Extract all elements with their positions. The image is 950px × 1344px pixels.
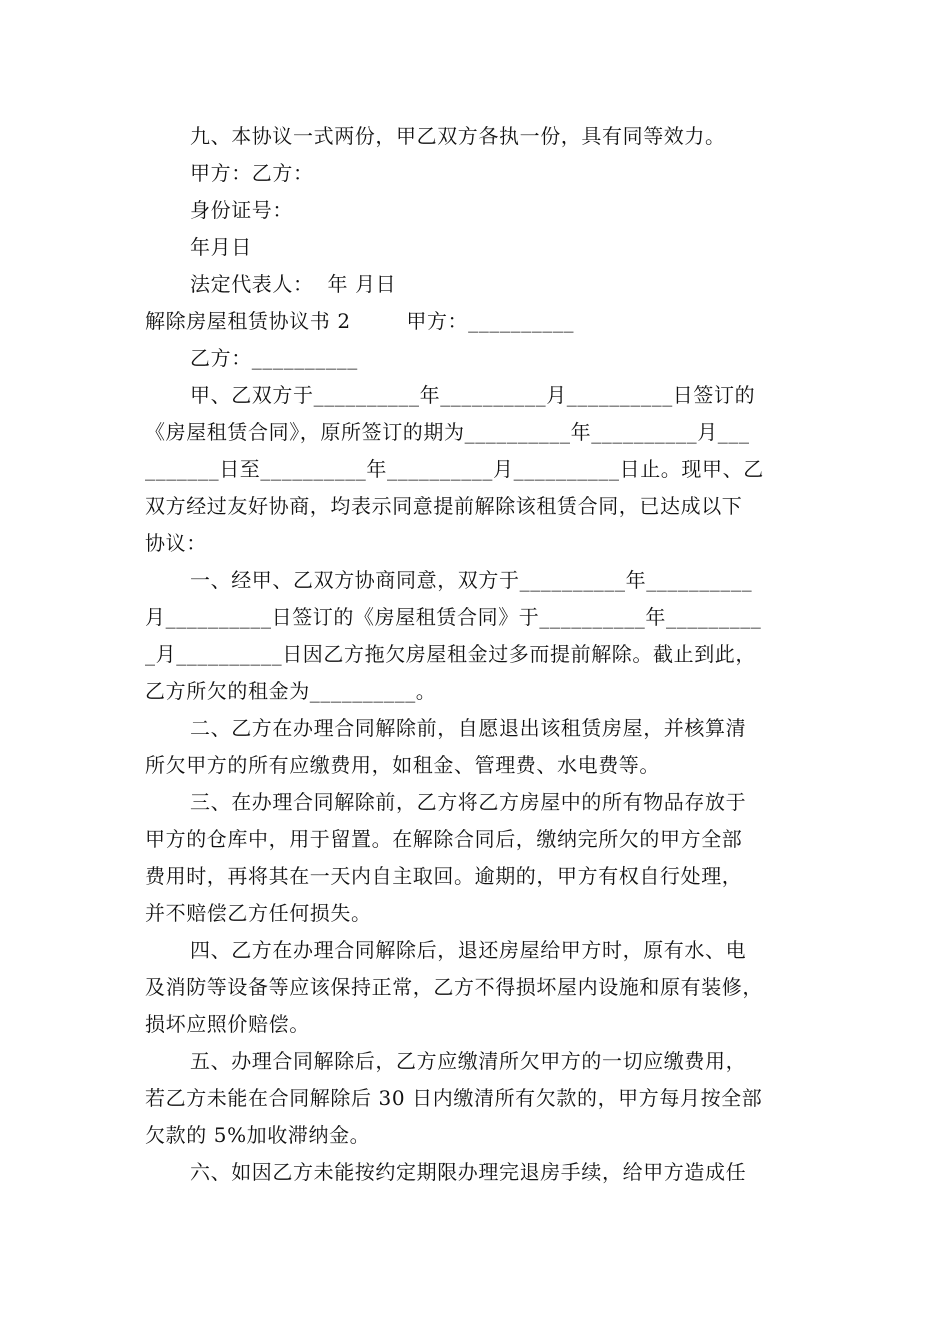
clause-one-line-2: 月__________日签订的《房屋租赁合同》于__________年_________ xyxy=(145,605,762,629)
party-b-line: 乙方：__________ xyxy=(190,346,358,370)
intro-line-4: 双方经过友好协商，均表示同意提前解除该租赁合同，已达成以下 xyxy=(145,494,743,518)
clause-three-line-3: 费用时，再将其在一天内自主取回。逾期的，甲方有权自行处理， xyxy=(145,864,743,888)
clause-one-line-1: 一、经甲、乙双方协商同意，双方于__________年__________ xyxy=(190,568,753,592)
intro-line-3: _______日至__________年__________月__________日止。现甲、乙 xyxy=(145,457,764,481)
legal-representative-line: 法定代表人： 年 月日 xyxy=(190,272,397,296)
clause-five-line-3: 欠款的 5%加收滞纳金。 xyxy=(145,1123,371,1147)
clause-four-line-1: 四、乙方在办理合同解除后，退还房屋给甲方时，原有水、电 xyxy=(190,938,747,962)
intro-line-5: 协议： xyxy=(145,531,207,555)
id-number-line: 身份证号： xyxy=(190,198,293,222)
clause-three-line-2: 甲方的仓库中，用于留置。在解除合同后，缴纳完所欠的甲方全部 xyxy=(145,827,743,851)
clause-three-line-4: 并不赔偿乙方任何损失。 xyxy=(145,901,372,925)
clause-five-line-2: 若乙方未能在合同解除后 30 日内缴清所有欠款的，甲方每月按全部 xyxy=(145,1086,763,1110)
date-line: 年月日 xyxy=(190,235,252,259)
clause-two-line-2: 所欠甲方的所有应缴费用，如租金、管理费、水电费等。 xyxy=(145,753,660,777)
agreement-title-party-a: 解除房屋租赁协议书 2 甲方：__________ xyxy=(145,309,575,333)
clause-four-line-2: 及消防等设备等应该保持正常，乙方不得损坏屋内设施和原有装修， xyxy=(145,975,763,999)
party-signature-line: 甲方：乙方： xyxy=(190,161,314,185)
clause-six-line-1: 六、如因乙方未能按约定期限办理完退房手续，给甲方造成任 xyxy=(190,1160,747,1184)
intro-line-2: 《房屋租赁合同》，原所签订的期为__________年__________月___ xyxy=(145,420,750,444)
clause-one-line-4: 乙方所欠的租金为__________。 xyxy=(145,679,437,703)
document-body xyxy=(145,118,810,1191)
clause-three-line-1: 三、在办理合同解除前，乙方将乙方房屋中的所有物品存放于 xyxy=(190,790,747,814)
clause-nine: 九、本协议一式两份，甲乙双方各执一份，具有同等效力。 xyxy=(190,124,726,148)
clause-one-line-3: _月__________日因乙方拖欠房屋租金过多而提前解除。截止到此， xyxy=(145,642,756,666)
clause-two-line-1: 二、乙方在办理合同解除前，自愿退出该租赁房屋，并核算清 xyxy=(190,716,747,740)
intro-line-1: 甲、乙双方于__________年__________月__________日签订的 xyxy=(190,383,756,407)
clause-four-line-3: 损坏应照价赔偿。 xyxy=(145,1012,310,1036)
clause-five-line-1: 五、办理合同解除后，乙方应缴清所欠甲方的一切应缴费用， xyxy=(190,1049,747,1073)
